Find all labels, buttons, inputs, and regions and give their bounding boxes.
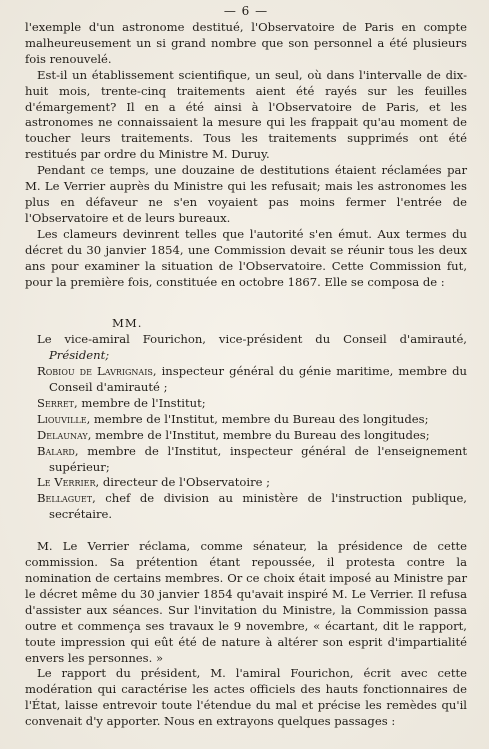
member-role: , vice-président du Conseil d'amirauté, (202, 332, 467, 347)
paragraph-1: l'exemple d'un astronome destitué, l'Observatoire de Paris en compte malheureusement un si grand nombre que son personnel a été plusieurs fois renouvelé. (25, 20, 467, 66)
paragraph-5: M. Le Verrier réclama, comme sénateur, la présidence de cette commission. Sa prétention étant repoussée, il protesta contre la nomination de certains membres. Or ce choix était imposé au Ministre par le décret même du 30 janvier 1854 qu'avait inspiré M. Le Verrier. Il refusa d'assister aux séances. Sur l'invitation du Ministre, la Commission passa outre et commença ses travaux le 9 novembre, « écartant, dit le rapport, toute impression qui eût été de nature à altérer son esprit d'impartialité envers les personnes. » (25, 539, 467, 665)
commission-member (37, 444, 467, 476)
member-name: Le Verrier (37, 475, 96, 490)
member-name: Liouville (37, 411, 87, 426)
paragraph-6: Le rapport du président, M. l'amiral Fourichon, écrit avec cette modération qui caractérise les actes officiels des hauts fonctionnaires de l'État, laisse entrevoir toute l'étendue du mal et précise les remèdes qu'il convenait d'y apporter. Nous en extrayons quelques passages : (25, 666, 467, 729)
section-spacer (25, 523, 467, 539)
paragraph-2: Est-il un établissement scientifique, un seul, où dans l'intervalle de dix-huit mois, trente-cinq traitements aient été rayés sur les feuilles d'émargement? Il en a été ainsi à l'Observatoire de Paris, et les astronomes ne connaissaient la mesure qui les frappait qu'au moment de toucher leurs traitements. Tous les traitements supprimés ont été restitués par ordre du Ministre M. Duruy. (25, 67, 467, 162)
member-role: , inspecteur général du génie maritime, membre du Conseil d'amirauté ; (49, 364, 467, 395)
member-name: Bellaguet (37, 491, 93, 506)
paragraph-4: Les clameurs devinrent telles que l'autorité s'en émut. Aux termes du décret du 30 janvier 1854, une Commission devait se réunir tous les deux ans pour examiner la situation de l'Observatoire. Cette Commission fut, pour la première fois, constituée en octobre 1867. Elle se composa de : (25, 226, 467, 289)
commission-member (37, 396, 467, 412)
member-name: Balard (37, 443, 75, 458)
member-role: , membre de l'Institut; (74, 395, 206, 410)
member-role: , directeur de l'Observatoire ; (95, 475, 271, 490)
paragraph-3: Pendant ce temps, une douzaine de destitutions étaient réclamées par M. Le Verrier auprès du Ministre qui les refusait; mais les astronomes les plus en défaveur ne s'en voyaient pas moins fermer l'entrée de l'Observatoire et de leurs bureaux. (25, 163, 467, 225)
commission-member (37, 475, 467, 491)
commission-member (37, 412, 467, 428)
commission-member (37, 428, 467, 444)
member-role: , membre de l'Institut, inspecteur général de l'enseignement supérieur; (49, 443, 467, 474)
member-name: Serret (37, 395, 75, 410)
member-name: Le vice-amiral Fourichon (37, 332, 203, 347)
commission-member (37, 491, 467, 523)
member-name: Delaunay (37, 427, 88, 442)
commission-heading: MM. (112, 316, 143, 331)
member-role: , membre de l'Institut, membre du Bureau des longitudes; (87, 427, 430, 442)
commission-list (25, 332, 467, 523)
page-number: — 6 — (223, 4, 269, 18)
commission-member (37, 332, 467, 364)
member-role: , membre de l'Institut, membre du Bureau des longitudes; (86, 411, 429, 426)
commission-member (37, 364, 467, 396)
member-name: Robiou de Lavrignais (37, 364, 153, 379)
member-role: , chef de division au ministère de l'instruction publique, secrétaire. (49, 491, 467, 522)
member-role-italic: Président; (49, 348, 110, 363)
